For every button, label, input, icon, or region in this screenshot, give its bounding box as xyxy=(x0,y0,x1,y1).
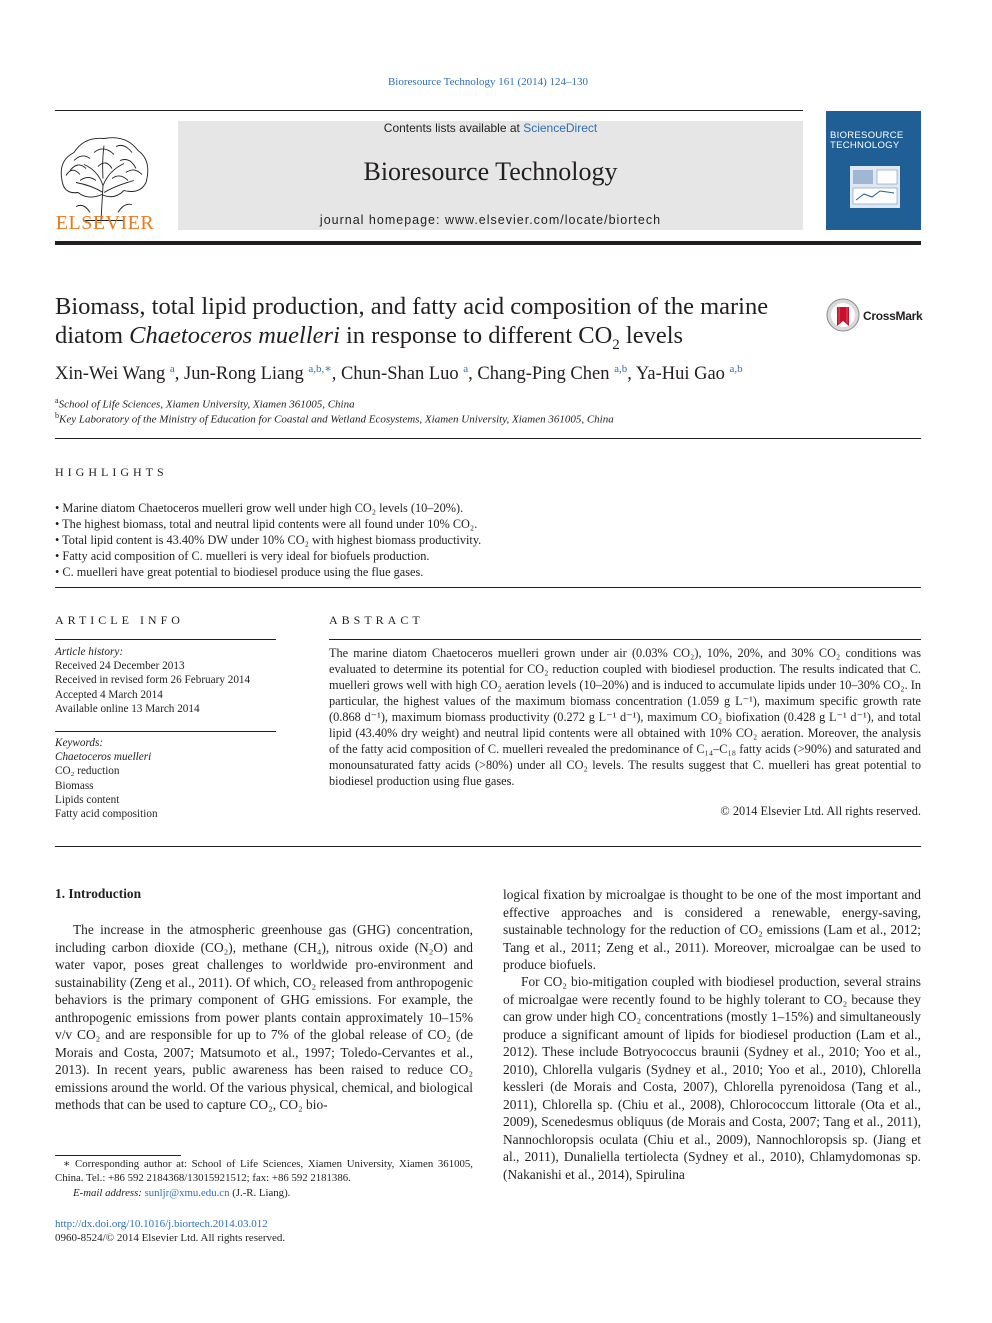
title-subscript: 2 xyxy=(612,336,620,353)
section-heading: 1. Introduction xyxy=(55,886,142,901)
article-info-rule xyxy=(55,639,276,640)
author-name[interactable]: Chang-Ping Chen xyxy=(477,364,610,385)
article-info-heading: ARTICLE INFO xyxy=(55,613,184,627)
corresponding-author-note: ∗ Corresponding author at: School of Life Sciences, Xiamen University, Xiamen 361005, China. Tel.: +86 592 2184368/13015921512; fax: +86 592 2181386. xyxy=(55,1158,473,1184)
author-list: Xin-Wei Wang $^a$, Jun-Rong Liang $^{a,b,∗}$, Chun-Shan Luo $^a$, Chang-Ping Chen $^{a,b}$, Ya-Hui Gao $^{a,b}$ xyxy=(55,363,743,385)
highlight-item: • Fatty acid composition of C. muelleri is very ideal for biofuels production. xyxy=(55,549,430,563)
crossmark-label[interactable]: CrossMark xyxy=(863,309,923,323)
history-label: Article history: xyxy=(55,646,124,658)
crossmark-icon[interactable] xyxy=(826,298,860,332)
affiliation-text: School of Life Sciences, Xiamen University, Xiamen 361005, China xyxy=(58,398,355,411)
keyword-item: Chaetoceros muelleri xyxy=(55,751,152,764)
title-line-1: Biomass, total lipid production, and fatty acid composition of the marine xyxy=(55,293,769,320)
cover-figure xyxy=(850,166,900,208)
keywords-label: Keywords: xyxy=(55,737,104,749)
affiliation-rule xyxy=(55,438,921,439)
author-name[interactable]: Xin-Wei Wang xyxy=(55,364,166,385)
keyword-item: Fatty acid composition xyxy=(55,808,158,821)
highlight-item: • C. muelleri have great potential to biodiesel produce using the flue gases. xyxy=(55,565,424,579)
affiliation-b xyxy=(55,411,921,426)
article-title xyxy=(55,292,815,360)
header-rule xyxy=(55,110,803,111)
abstract-text: The marine diatom Chaetoceros muelleri grown under air (0.03% CO₂), 10%, 20%, and 30% CO₂ conditions was evaluated to determine its potential for CO₂ reduction coupled with biodiesel production. The results indicated that C. muelleri grows well with high CO₂ aeration levels (10–20%) and is induced to accumulate lipids under 10–30% CO₂. In particular, the highest values of the maximum biomass concentration (1.059 g L⁻¹), maximum specific growth rate (0.868 d⁻¹), maximum biomass productivity (0.272 g L⁻¹ d⁻¹), maximum CO₂ biofixation (0.428 g L⁻¹ d⁻¹), and total lipid (43.40% dry weight) and neutral lipid contents were all obtained with 10% CO₂ aeration. Moreover, the analysis of the fatty acid composition of C. muelleri revealed the predominance of C₁₄–C₁₈ fatty acids (>90%) and saturated and monounsaturated fatty acids (>80%) under all CO₂ levels. The results suggest that C. muelleri has great potential to biodiesel production using flue gases. xyxy=(329,646,921,788)
author-affil-mark[interactable]: a,b xyxy=(614,363,628,375)
email-link[interactable]: sunljr@xmu.edu.cn xyxy=(144,1187,230,1199)
contents-prefix: Contents lists available at xyxy=(383,121,524,135)
history-item: Received in revised form 26 February 2014 xyxy=(55,674,251,687)
abstract-heading: ABSTRACT xyxy=(329,613,424,627)
journal-name: Bioresource Technology xyxy=(363,157,618,186)
author-name[interactable]: Ya-Hui Gao xyxy=(635,364,725,385)
highlight-item: • Total lipid content is 43.40% DW under 10% CO₂ with highest biomass productivity. xyxy=(55,533,482,547)
highlight-item: • The highest biomass, total and neutral lipid contents were all found under 10% CO₂. xyxy=(55,517,478,531)
highlights-rule xyxy=(55,587,921,588)
contents-line xyxy=(178,121,803,135)
history-item: Accepted 4 March 2014 xyxy=(55,688,163,701)
body-paragraph: The increase in the atmospheric greenhouse gas (GHG) concentration, including carbon dioxide (CO₂), methane (CH₄), nitrous oxide (N₂O) and water vapor, poses great challenges to worldwide pro-environment and sustainability (Zeng et al., 2011). Of which, CO₂ released from anthropogenic behaviors is the primary component of GHG emissions. For example, the anthropogenic emissions from power plants contain approximately 10–15% v/v CO₂ and are responsible for up to 7% of the global release of CO₂ (de Morais and Costa, 2007; Matsumoto et al., 1997; Toledo-Cervantes et al., 2013). In recent years, public awareness has been raised to reduce CO₂ emissions around the world. Of the various physical, chemical, and biological methods that can be used to capture CO₂, CO₂ bio- xyxy=(55,922,473,1112)
cover-title: BIORESOURCE TECHNOLOGY xyxy=(830,130,904,151)
sciencedirect-link[interactable]: ScienceDirect xyxy=(523,121,598,135)
keyword-item: Biomass xyxy=(55,779,94,792)
elsevier-wordmark[interactable]: ELSEVIER xyxy=(55,212,155,234)
footnote-rule xyxy=(55,1155,181,1156)
keywords xyxy=(55,736,276,821)
journal-reference[interactable]: Bioresource Technology 161 (2014) 124–130 xyxy=(387,76,589,88)
author-affil-mark[interactable]: a,b,∗ xyxy=(308,363,332,375)
masthead-rule xyxy=(55,241,921,245)
affiliation-mark: b xyxy=(55,411,59,420)
keywords-rule xyxy=(55,731,276,732)
abstract-rule xyxy=(329,639,921,640)
title-part: in response to different CO xyxy=(339,322,613,349)
highlights-list xyxy=(55,500,921,580)
abstract-end-rule xyxy=(55,846,921,847)
highlight-item: • Marine diatom Chaetoceros muelleri grow well under high CO₂ levels (10–20%). xyxy=(55,501,464,515)
affiliation-text: Key Laboratory of the Ministry of Education for Coastal and Wetland Ecosystems, Xiamen University, Xiamen 361005, China xyxy=(59,413,614,426)
history-item: Available online 13 March 2014 xyxy=(55,702,200,715)
doi-block xyxy=(55,1217,285,1245)
copyright-notice: © 2014 Elsevier Ltd. All rights reserved. xyxy=(720,804,921,818)
author-affil-mark[interactable]: a,b xyxy=(729,363,743,375)
body-paragraph: For CO₂ bio-mitigation coupled with biodiesel production, several strains of microalgae were recently found to be highly tolerant to CO₂ because they can grow under high CO₂ concentrations (mostly 1–15%) and simultaneously produce a significant amount of lipids for biodiesel production (Lam et al., 2012). These include Botryococcus braunii (Sydney et al., 2010; Yoo et al., 2010), Chlorella vulgaris (Sydney et al., 2010; Yoo et al., 2010), Chlorella kessleri (de Morais and Costa, 2007), Chlorella pyrenoidosa (Tang et al., 2011), Chlorella sp. (Chiu et al., 2008), Chlorococcum littorale (Ota et al., 2009), Scenedesmus obliquus (de Morais and Costa, 2007; Tang et al., 2011), Nannochloropsis oculata (Chiu et al., 2009), Nannochloropsis sp. (Jiang et al., 2011), Dunaliella tertiolecta (Sydney et al., 2010), Chlamydomonas sp. (Nakanishi et al., 2014), Spirulina xyxy=(503,974,921,1182)
keyword-item: CO₂ reduction xyxy=(55,765,120,778)
title-part: levels xyxy=(619,322,684,349)
author-name[interactable]: Chun-Shan Luo xyxy=(340,364,459,385)
body-paragraph: logical fixation by microalgae is thought to be one of the most important and effective approaches and is considered a renewable, energy-saving, sustainable technology for the reduction of CO₂ emissions (Lam et al., 2012; Tang et al., 2011; Zeng et al., 2011). Moreover, microalgae can be used to produce biofuels. xyxy=(503,887,921,972)
issn-line: 0960-8524/© 2014 Elsevier Ltd. All rights reserved. xyxy=(55,1232,286,1244)
title-line-2 xyxy=(55,321,815,360)
doi-link[interactable]: http://dx.doi.org/10.1016/j.biortech.2014.03.012 xyxy=(55,1218,268,1230)
author-affil-mark[interactable]: a xyxy=(463,363,469,375)
keyword-item: Lipids content xyxy=(55,793,120,806)
title-species: Chaetoceros muelleri xyxy=(129,322,340,349)
affiliation-a xyxy=(55,396,921,411)
affiliation-mark: a xyxy=(55,396,59,405)
author-affil-mark[interactable]: a xyxy=(169,363,175,375)
email-label: E-mail address: xyxy=(73,1187,145,1199)
journal-homepage[interactable]: journal homepage: www.elsevier.com/locate/biortech xyxy=(319,213,662,227)
highlights-heading: HIGHLIGHTS xyxy=(55,465,168,479)
email-suffix: (J.-R. Liang). xyxy=(229,1187,291,1199)
email-note xyxy=(55,1186,473,1200)
history-item: Received 24 December 2013 xyxy=(55,660,185,673)
article-history xyxy=(55,645,276,716)
title-part: diatom xyxy=(55,322,130,349)
author-name[interactable]: Jun-Rong Liang xyxy=(184,364,304,385)
